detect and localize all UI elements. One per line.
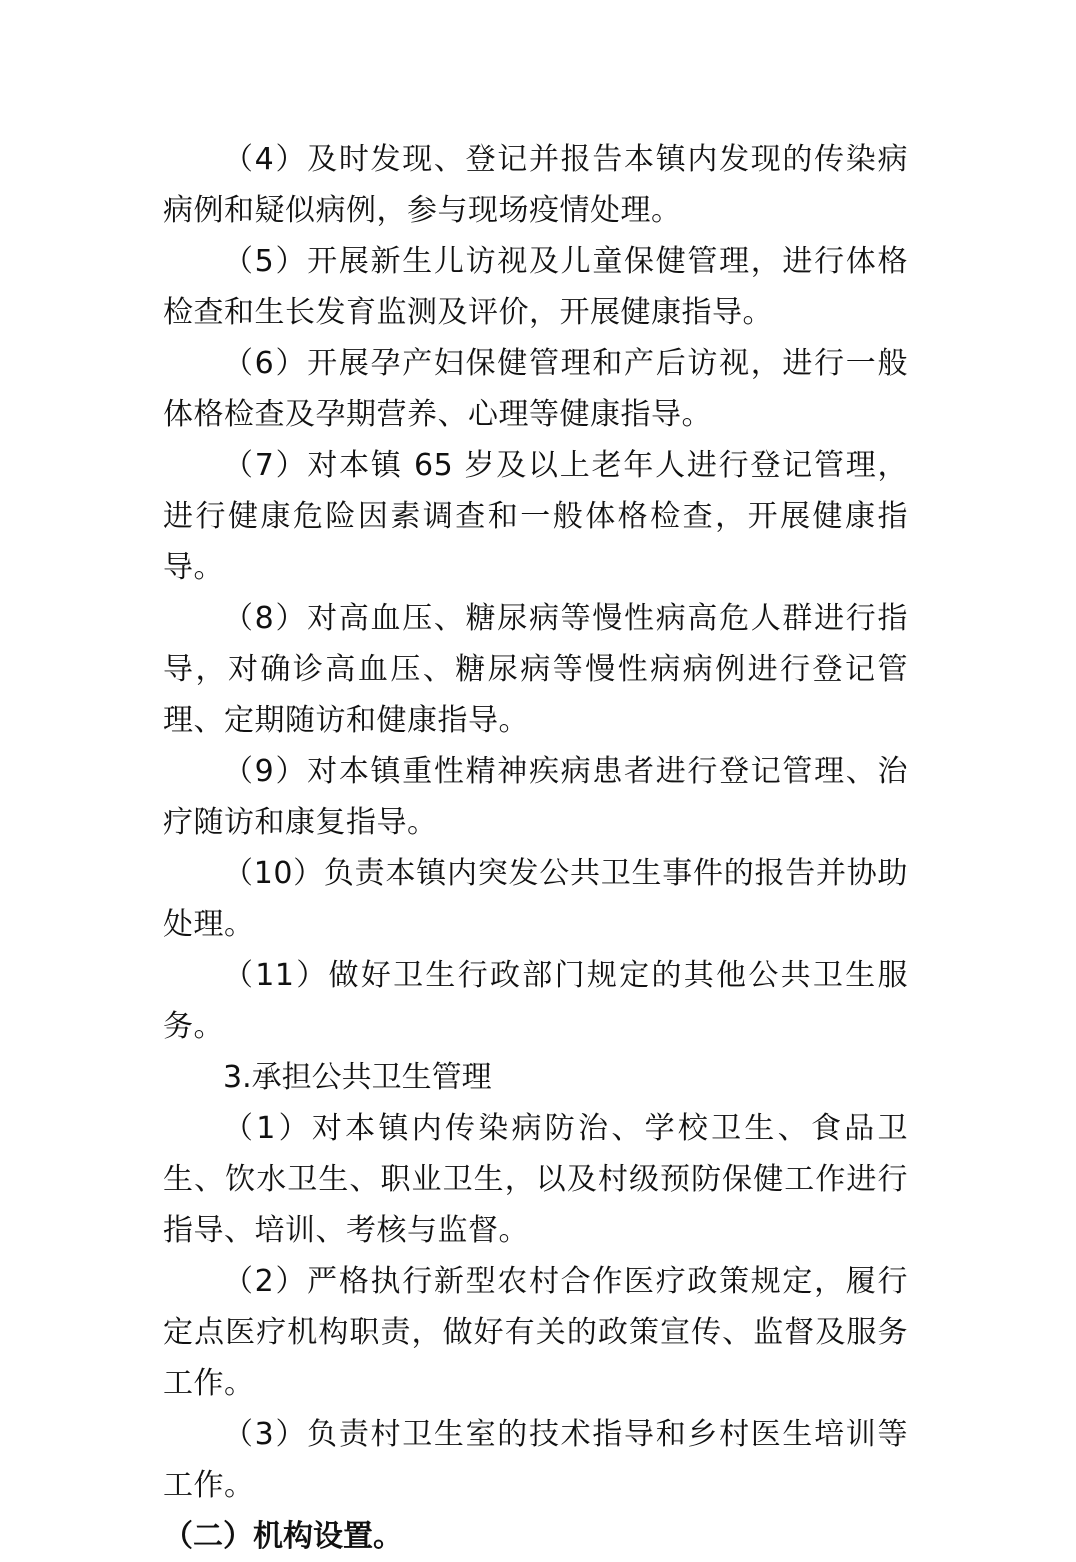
paragraph-item-10: （10）负责本镇内突发公共卫生事件的报告并协助处理。 <box>163 856 908 942</box>
subheading-public-health-management: 3.承担公共卫生管理 <box>223 1060 492 1095</box>
paragraph-item-4: （4）及时发现、登记并报告本镇内发现的传染病病例和疑似病例，参与现场疫情处理。 <box>163 142 908 228</box>
paragraph-item-11: （11）做好卫生行政部门规定的其他公共卫生服务。 <box>163 958 908 1044</box>
paragraph-item-9: （9）对本镇重性精神疾病患者进行登记管理、治疗随访和康复指导。 <box>163 754 908 840</box>
paragraph-item-5: （5）开展新生儿访视及儿童保健管理，进行体格检查和生长发育监测及评价，开展健康指导。 <box>163 244 908 330</box>
paragraph-item-8: （8）对高血压、糖尿病等慢性病高危人群进行指导，对确诊高血压、糖尿病等慢性病病例进行登记管理、定期随访和健康指导。 <box>163 601 908 738</box>
management-item-2: （2）严格执行新型农村合作医疗政策规定，履行定点医疗机构职责，做好有关的政策宣传、监督及服务工作。 <box>163 1264 908 1401</box>
section-heading-institution-setup: （二）机构设置。 <box>163 1519 403 1554</box>
document-body <box>163 134 908 1562</box>
paragraph-item-7: （7）对本镇 65 岁及以上老年人进行登记管理，进行健康危险因素调查和一般体格检查，开展健康指导。 <box>163 448 908 585</box>
management-item-3: （3）负责村卫生室的技术指导和乡村医生培训等工作。 <box>163 1417 908 1503</box>
management-item-1: （1）对本镇内传染病防治、学校卫生、食品卫生、饮水卫生、职业卫生，以及村级预防保健工作进行指导、培训、考核与监督。 <box>163 1111 908 1248</box>
paragraph-item-6: （6）开展孕产妇保健管理和产后访视，进行一般体格检查及孕期营养、心理等健康指导。 <box>163 346 908 432</box>
